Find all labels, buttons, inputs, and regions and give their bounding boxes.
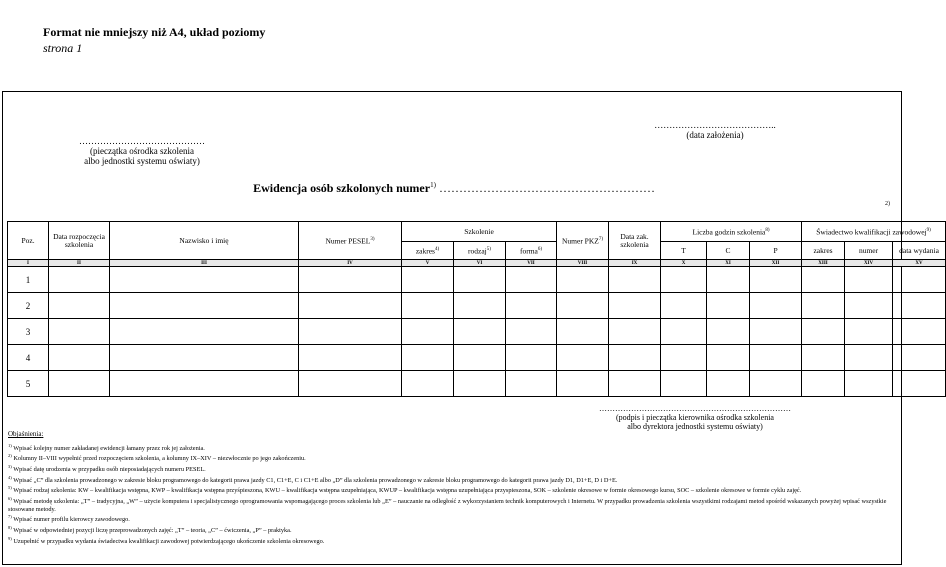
explanation-text: Wpisać w odpowiedniej pozycji liczę przeprowadzonych zajęć: „T” – teoria, „C” – ćwiczenia, „P” – praktyka. (13, 527, 292, 535)
entry-cell[interactable] (707, 267, 750, 293)
explanation-item (8, 513, 898, 524)
table-row (8, 293, 946, 319)
col-hours-c-header: C (707, 242, 750, 260)
signature-field (575, 404, 815, 431)
entry-cell[interactable] (557, 345, 609, 371)
roman-numeral: IV (299, 260, 402, 267)
roman-numeral: XII (750, 260, 802, 267)
entry-cell[interactable] (845, 345, 893, 371)
row-number: 5 (8, 371, 49, 397)
explanation-text: Uzupełnić w przypadku wydania świadectwa kwalifikacji zawodowej potwierdzającego ukończenie szkolenia okresowego. (13, 537, 325, 545)
explanation-item (8, 474, 898, 485)
explanation-text: Wpisać numer profilu kierowcy zawodowego. (13, 516, 130, 524)
document-title (0, 181, 908, 196)
explanation-text: Wpisać kolejny numer zakładanej ewidencji łamany przez rok jej założenia. (13, 444, 205, 452)
title-number-dots: ……………………………………………… (438, 181, 655, 195)
explanations-heading: Objaśnienia: (8, 430, 44, 438)
entry-cell[interactable] (402, 293, 454, 319)
entry-cell[interactable] (557, 371, 609, 397)
entry-cell[interactable] (454, 293, 506, 319)
roman-numeral: XV (893, 260, 946, 267)
entry-cell[interactable] (454, 319, 506, 345)
entry-cell[interactable] (802, 371, 845, 397)
col-poz-header: Poz. (8, 222, 49, 260)
col-training-header: Szkolenie (402, 222, 557, 242)
entry-cell[interactable] (845, 371, 893, 397)
explanation-mark: 2) (8, 453, 12, 459)
col-name-header: Nazwisko i imię (110, 222, 299, 260)
entry-cell[interactable] (557, 267, 609, 293)
entry-cell[interactable] (454, 371, 506, 397)
stamp-dots: …………………………………… (79, 136, 205, 146)
row-number: 2 (8, 293, 49, 319)
roman-numeral: IX (609, 260, 661, 267)
entry-cell[interactable] (802, 319, 845, 345)
footnote-mark-2: 2) (885, 201, 890, 207)
entry-cell[interactable] (893, 371, 946, 397)
entry-cell[interactable] (402, 345, 454, 371)
col-end-date-header: Data zak. szkolenia (609, 222, 661, 260)
explanation-mark: 8) (8, 525, 12, 530)
entry-cell[interactable] (49, 293, 110, 319)
entry-cell[interactable] (402, 267, 454, 293)
roman-numeral: XI (707, 260, 750, 267)
table-row (8, 319, 946, 345)
entry-cell[interactable] (750, 267, 802, 293)
col-forma-header: forma$^{6)}$ (506, 242, 557, 260)
entry-cell[interactable] (402, 371, 454, 397)
format-heading: Format nie mniejszy niż A4, układ poziomy (43, 25, 266, 39)
explanation-mark: 5) (8, 485, 12, 491)
roman-numeral: I (8, 260, 49, 267)
col-pkz-header: Numer PKZ$^{7)}$ (557, 222, 609, 260)
entry-cell[interactable] (707, 371, 750, 397)
table-row (8, 267, 946, 293)
explanation-text: Wpisać datę urodzenia w przypadku osób nieposiadających numeru PESEL. (13, 466, 206, 474)
entry-cell[interactable] (802, 293, 845, 319)
explanation-item (8, 524, 898, 535)
entry-cell[interactable] (299, 319, 402, 345)
entry-cell[interactable] (110, 371, 299, 397)
stamp-caption-1: (pieczątka ośrodka szkolenia (90, 146, 194, 156)
entry-cell[interactable] (506, 345, 557, 371)
entry-cell[interactable] (402, 319, 454, 345)
page-label: strona 1 (43, 41, 83, 55)
trainees-register-table (7, 221, 946, 397)
explanation-mark: 9) (8, 535, 12, 541)
explanation-mark: 4) (8, 474, 12, 480)
entry-cell[interactable] (506, 267, 557, 293)
entry-cell[interactable] (893, 293, 946, 319)
entry-cell[interactable] (893, 345, 946, 371)
entry-cell[interactable] (49, 345, 110, 371)
explanation-item (8, 452, 898, 463)
roman-numeral: VII (506, 260, 557, 267)
explanation-text: Wpisać rodzaj szkolenia: KW – kwalifikacja wstępna, KWP – kwalifikacja wstępna przyśpieszona, KWU – kwalifikacja wstępna uzupełniająca, KWUP – kwalifikacja wstępna uzupełniająca przyspieszona, SOK – szkolenie okresowe w formie okresowego kursu, SOC – szkolenie okresowe w formie cyklu zajęć. (13, 487, 802, 495)
explanation-text: Kolumny II–VIII wypełnić przed rozpoczęciem szkolenia, a kolumny IX–XIV – niezwłocznie po jego zakończeniu. (13, 455, 306, 463)
col-rodzaj-header: rodzaj$^{5)}$ (454, 242, 506, 260)
entry-cell[interactable] (750, 371, 802, 397)
roman-numeral: X (661, 260, 707, 267)
entry-cell[interactable] (506, 371, 557, 397)
explanation-item (8, 535, 898, 546)
entry-cell[interactable] (609, 293, 661, 319)
entry-cell[interactable] (557, 319, 609, 345)
founding-date-dots: ………………………………….. (654, 120, 776, 130)
entry-cell[interactable] (893, 319, 946, 345)
entry-cell[interactable] (299, 293, 402, 319)
entry-cell[interactable] (845, 293, 893, 319)
entry-cell[interactable] (707, 293, 750, 319)
col-cert-zakres-header: zakres (802, 242, 845, 260)
entry-cell[interactable] (110, 319, 299, 345)
entry-cell[interactable] (609, 267, 661, 293)
entry-cell[interactable] (299, 371, 402, 397)
roman-numeral-row (8, 260, 946, 267)
entry-cell[interactable] (609, 319, 661, 345)
explanations-list (8, 442, 898, 546)
row-number: 4 (8, 345, 49, 371)
explanation-text: Wpisać „C” dla szkolenia prowadzonego w zakresie bloku programowego do kategorii prawa jazdy C1, C1+E, C i C1+E albo „D” dla szkolenia prowadzonego w zakresie bloku programowego do kategorii prawa jazdy D1, D1+E, D i D+E. (13, 476, 618, 484)
row-number: 1 (8, 267, 49, 293)
explanation-text: Wpisać metodę szkolenia: „T” – tradycyjna, „W” – użycie komputera i specjalistycznego oprogramowania wspomagającego proces szkolenia lub „E” – nauczanie na odległość z wykorzystaniem technik komputerowych i Internetu. W przypadku prowadzenia szkolenia wszystkimi rodzajami metod spośród wskazanych powyżej wpisać wszystkie stosowane metody. (8, 498, 887, 513)
entry-cell[interactable] (661, 345, 707, 371)
signature-dots: ……………………………………………………………… (599, 404, 791, 413)
explanation-mark: 1) (8, 442, 12, 448)
explanation-mark: 7) (8, 514, 12, 520)
col-hours-t-header: T (661, 242, 707, 260)
entry-cell[interactable] (609, 345, 661, 371)
entry-cell[interactable] (557, 293, 609, 319)
roman-numeral: III (110, 260, 299, 267)
entry-cell[interactable] (750, 319, 802, 345)
entry-cell[interactable] (609, 371, 661, 397)
entry-cell[interactable] (661, 319, 707, 345)
entry-cell[interactable] (454, 267, 506, 293)
entry-cell[interactable] (893, 267, 946, 293)
stamp-caption-2: albo jednostki systemu oświaty) (84, 156, 200, 166)
entry-cell[interactable] (110, 267, 299, 293)
explanation-mark: 6) (8, 496, 12, 502)
col-cert-date-header: data wydania (893, 242, 946, 260)
entry-cell[interactable] (802, 267, 845, 293)
entry-cell[interactable] (110, 345, 299, 371)
explanation-item (8, 442, 898, 453)
col-hours-p-header: P (750, 242, 802, 260)
entry-cell[interactable] (454, 345, 506, 371)
entry-cell[interactable] (110, 293, 299, 319)
entry-cell[interactable] (506, 319, 557, 345)
table-row (8, 371, 946, 397)
entry-cell[interactable] (299, 345, 402, 371)
entry-cell[interactable] (49, 371, 110, 397)
entry-cell[interactable] (661, 293, 707, 319)
explanation-item (8, 484, 898, 495)
entry-cell[interactable] (802, 345, 845, 371)
col-cert-numer-header: numer (845, 242, 893, 260)
title-footnote-mark: 1) (430, 181, 436, 189)
roman-numeral: VIII (557, 260, 609, 267)
signature-caption-1: (podpis i pieczątka kierownika ośrodka szkolenia (616, 413, 774, 422)
col-certificate-header: Świadectwo kwalifikacji zawodowej$^{9)}$ (802, 222, 946, 242)
entry-cell[interactable] (750, 293, 802, 319)
entry-cell[interactable] (506, 293, 557, 319)
explanations-section (8, 431, 898, 545)
entry-cell[interactable] (661, 371, 707, 397)
school-stamp-field (62, 136, 222, 166)
entry-cell[interactable] (299, 267, 402, 293)
signature-caption-2: albo dyrektora jednostki systemu oświaty) (627, 422, 763, 431)
entry-cell[interactable] (661, 267, 707, 293)
entry-cell[interactable] (49, 319, 110, 345)
entry-cell[interactable] (707, 319, 750, 345)
entry-cell[interactable] (707, 345, 750, 371)
col-start-date-header: Data rozpoczęcia szkolenia (49, 222, 110, 260)
row-number: 3 (8, 319, 49, 345)
col-zakres-header: zakres$^{4)}$ (402, 242, 454, 260)
entry-cell[interactable] (845, 267, 893, 293)
founding-date-field (630, 120, 800, 140)
explanation-mark: 3) (8, 463, 12, 469)
explanation-item (8, 463, 898, 474)
roman-numeral: VI (454, 260, 506, 267)
table-row (8, 345, 946, 371)
col-pesel-header: Numer PESEL$^{3)}$ (299, 222, 402, 260)
roman-numeral: XIII (802, 260, 845, 267)
founding-date-caption: (data założenia) (686, 130, 744, 140)
entry-cell[interactable] (750, 345, 802, 371)
roman-numeral: II (49, 260, 110, 267)
entry-cell[interactable] (49, 267, 110, 293)
entry-cell[interactable] (845, 319, 893, 345)
roman-numeral: XIV (845, 260, 893, 267)
roman-numeral: V (402, 260, 454, 267)
explanation-item (8, 495, 898, 513)
title-text: Ewidencja osób szkolonych numer (253, 181, 431, 195)
col-hours-header: Liczba godzin szkolenia$^{8)}$ (661, 222, 802, 242)
